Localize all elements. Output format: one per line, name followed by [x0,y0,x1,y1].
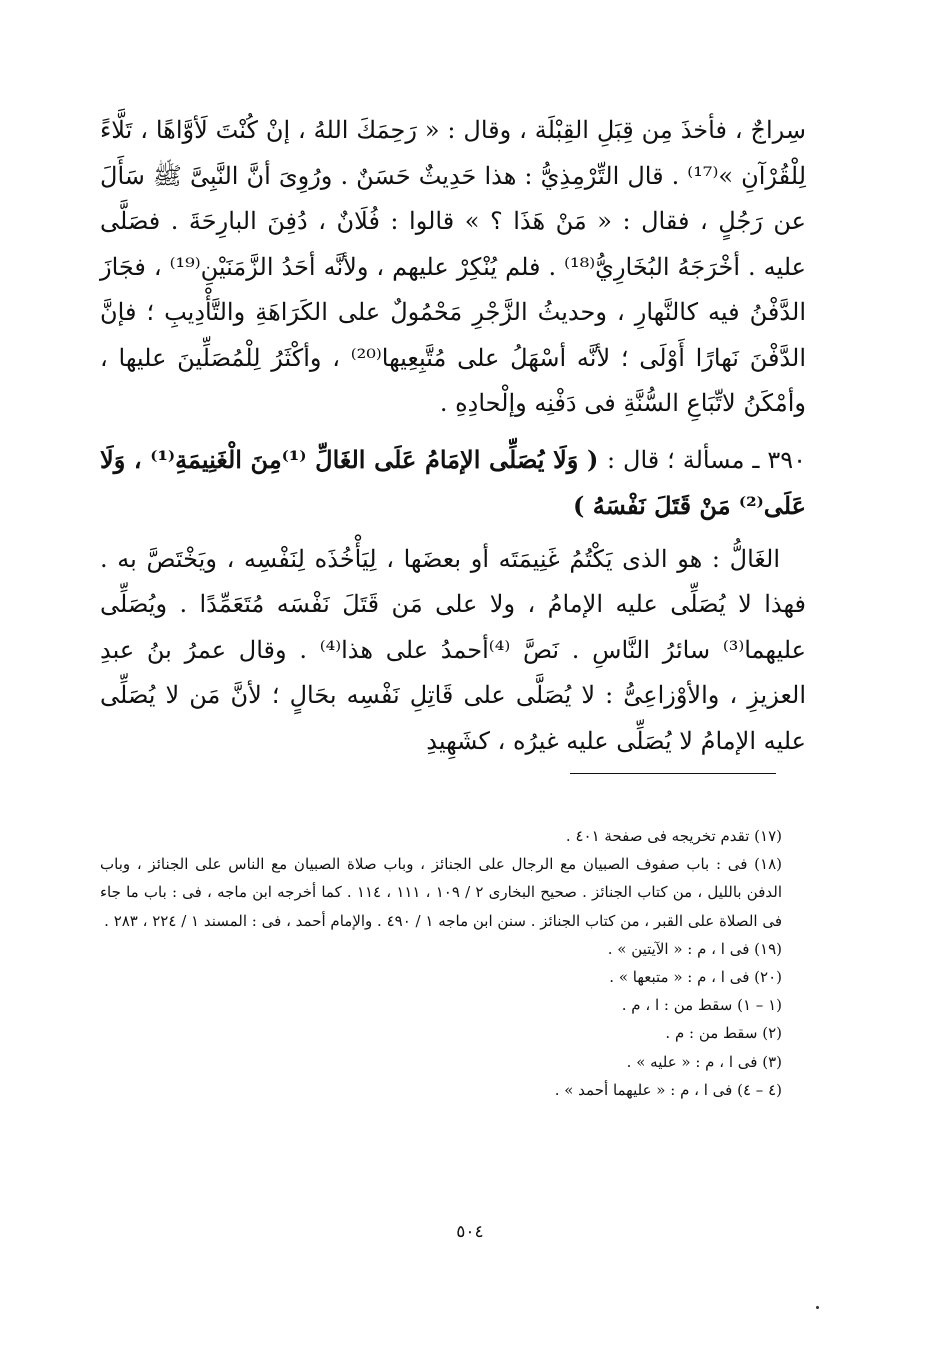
footnote-17: (١٧) تقدم تخريجه فى صفحة ٤٠١ . [565,827,782,845]
paragraph-first: سِراجٌ ، فأخذَ مِن قِبَلِ القِبْلَة ، وقال : « رَحِمَكَ اللهُ ، إنْ كُنْتَ لَأوَّاهًا ، تَلَّاءً لِلْقُرْآنِ »⁽¹⁷⁾ . قال التِّرْمِذِيُّ : هذا حَدِيثٌ حَسَنٌ . ورُوِىَ أنَّ النَّبِىَّ ﷺ سَأَلَ عن رَجُلٍ ، فقال : « مَنْ هَذَا ؟ » قالوا : فُلَانٌ ، دُفِنَ البارِحَةَ . فصَلَّى عليه . أخْرَجَهُ البُخَارِيُّ⁽¹⁸⁾ . فلم يُنْكِرْ عليهم ، ولأنَّه أحَدُ الزَّمَنَيْنِ⁽¹⁹⁾ ، فجَازَ الدَّفْنُ فيه كالنَّهارِ ، وحديثُ الزَّجْرِ مَحْمُولٌ على الكَرَاهَةِ والتَّأْدِيبِ ؛ فإنَّ الدَّفْنَ نَهارًا أَوْلَى ؛ لأنَّه أسْهَلُ على مُتَّبِعِيها⁽²⁰⁾ ، وأكْثَرُ لِلْمُصَلِّينَ عليها ، وأمْكَنُ لاتِّبَاعِ السُّنَّةِ فى دَفْنِه وإلْحادِهِ . [100,116,807,417]
footnotes-block [100,822,782,1104]
footnote-20: (٢٠) فى ا ، م : « متبعها » . [609,968,782,987]
footnote-4: (٤ – ٤) فى ا ، م : « عليهما أحمد » . [554,1080,782,1099]
paragraph-second: الغَالُّ : هو الذى يَكْتُمُ غَنِيمَتَه أو بعضَها ، لِيَأْخُذَه لِنَفْسِه ، ويَخْتَصَّ به . فهذا لا يُصَلِّى عليه الإمامُ ، ولا على مَن قَتَلَ نَفْسَه مُتَعَمِّدًا . ويُصَلِّى عليهما⁽³⁾ سائرُ النَّاسِ . نَصَّ ⁽⁴⁾أحمدُ على هذا⁽⁴⁾ . وقال عمرُ بنُ عبدِ العزيزِ ، والأوْزاعِىُّ : لا يُصَلَّى على قَاتِلِ نَفْسِه بحَالٍ ؛ لأنَّ مَن لا يُصَلِّى عليه الإمامُ لا يُصَلِّى عليه غيرُه ، كشَهِيدِ [100,544,806,755]
footnote-18: (١٨) فى : باب صفوف الصبيان مع الرجال على الجنائز ، وباب صلاة الصبيان مع الناس على الجنائز ، وباب الدفن بالليل ، من كتاب الجنائز . صحيح البخارى ٢ / ١٠٩ ، ١١١ ، ١١٤ . كما أخرجه ابن ماجه ، فى : باب ما جاء فى الصلاة على القبر ، من كتاب الجنائز . سنن ابن ماجه ١ / ٤٩٠ . والإمام أحمد ، فى : المسند ١ / ٢٢٤ ، ٢٨٣ . [100,855,782,930]
footnote-3: (٣) فى ا ، م : « عليه » . [626,1052,782,1071]
footnote-19: (١٩) فى ا ، م : « الآيتين » . [607,939,782,958]
footnote-2: (٢) سقط من : م . [665,1024,782,1043]
issue-heading [100,437,806,529]
issue-text: ( وَلَا يُصَلِّى الإمَامُ عَلَى الغَالِّ ⁽¹⁾مِنَ الْغَنِيمَةِ⁽¹⁾ ، وَلَا عَلَى⁽²⁾ مَنْ قَتَلَ نَفْسَهُ ) [100,444,806,520]
issue-label: ٣٩٠ ـ مسألة ؛ قال : [607,445,807,474]
main-text-block [100,108,806,764]
footnote-separator [570,773,776,774]
footnote-1: (١ – ١) سقط من : ا ، م . [621,996,782,1015]
page-number: ٥٠٤ [456,1222,484,1242]
scan-speck [816,1306,819,1309]
